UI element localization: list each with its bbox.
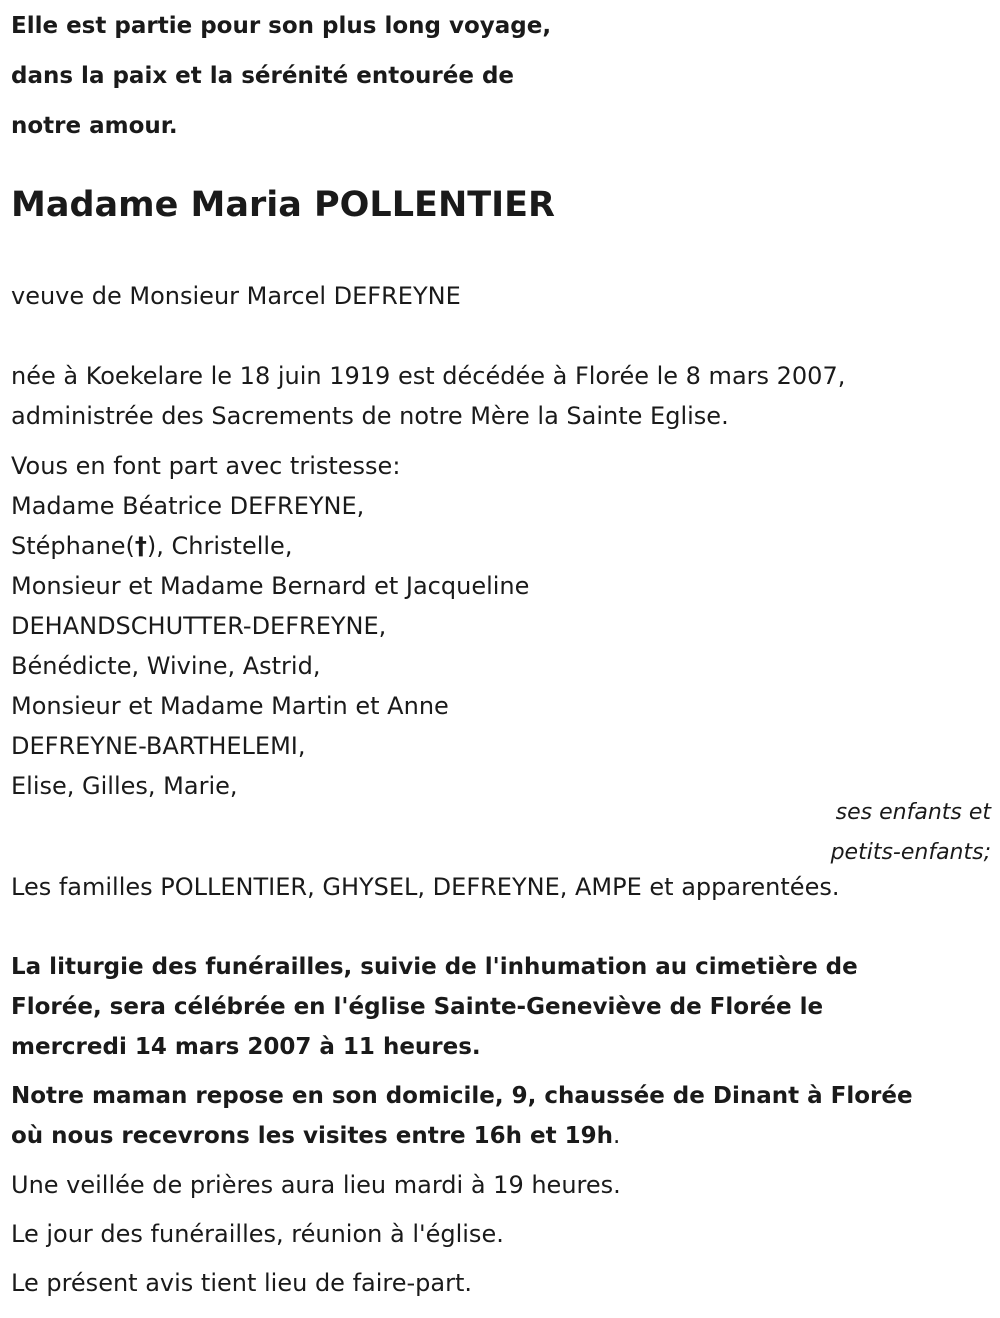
vigil-info: Une veillée de prières aura lieu mardi à 19 heures. — [11, 1171, 621, 1199]
obituary-notice — [11, 0, 991, 1303]
announcement-block — [11, 446, 991, 806]
family-line: Bénédicte, Wivine, Astrid, — [11, 652, 321, 680]
announcement-intro: Vous en font part avec tristesse: — [11, 452, 401, 480]
intro-line: dans la paix et la sérénité entourée de — [11, 63, 515, 89]
rest-line — [11, 1116, 991, 1156]
intro-verse — [11, 1, 991, 151]
birth-death-info — [11, 356, 991, 436]
relation-line: ses enfants et — [835, 800, 991, 825]
rest-line-text: où nous recevrons les visites entre 16h et 19h — [11, 1123, 614, 1149]
family-line: Monsieur et Madame Martin et Anne — [11, 692, 449, 720]
family-line — [11, 526, 991, 566]
birth-death-line: née à Koekelare le 18 juin 1919 est décédée à Florée le 8 mars 2007, — [11, 362, 846, 390]
family-line-text: Stéphane( — [11, 532, 135, 560]
funeral-line: La liturgie des funérailles, suivie de l'inhumation au cimetière de — [11, 954, 858, 980]
sacraments-line: administrée des Sacrements de notre Mère la Sainte Eglise. — [11, 402, 729, 430]
widow-of: veuve de Monsieur Marcel DEFREYNE — [11, 282, 461, 310]
family-line: Monsieur et Madame Bernard et Jacqueline — [11, 572, 530, 600]
intro-line: notre amour. — [11, 113, 178, 139]
notice-info: Le présent avis tient lieu de faire-part. — [11, 1269, 473, 1297]
cross-symbol: † — [134, 532, 147, 560]
intro-line: Elle est partie pour son plus long voyage, — [11, 13, 552, 39]
extended-families: Les familles POLLENTIER, GHYSEL, DEFREYNE, AMPE et apparentées. — [11, 873, 840, 901]
rest-details — [11, 1076, 991, 1156]
family-line: DEFREYNE-BARTHELEMI, — [11, 732, 306, 760]
relation-line: petits-enfants; — [830, 840, 991, 865]
family-line-text: ), Christelle, — [146, 532, 293, 560]
funeral-details — [11, 947, 991, 1067]
funeral-day-info: Le jour des funérailles, réunion à l'église. — [11, 1220, 504, 1248]
rest-line: Notre maman repose en son domicile, 9, chaussée de Dinant à Florée — [11, 1083, 913, 1109]
funeral-line: mercredi 14 mars 2007 à 11 heures. — [11, 1034, 481, 1060]
deceased-name: Madame Maria POLLENTIER — [11, 185, 555, 225]
family-line: Elise, Gilles, Marie, — [11, 772, 238, 800]
funeral-line: Florée, sera célébrée en l'église Sainte-Geneviève de Florée le — [11, 994, 824, 1020]
rest-line-period: . — [613, 1123, 621, 1149]
family-line: Madame Béatrice DEFREYNE, — [11, 492, 365, 520]
family-line: DEHANDSCHUTTER-DEFREYNE, — [11, 612, 387, 640]
